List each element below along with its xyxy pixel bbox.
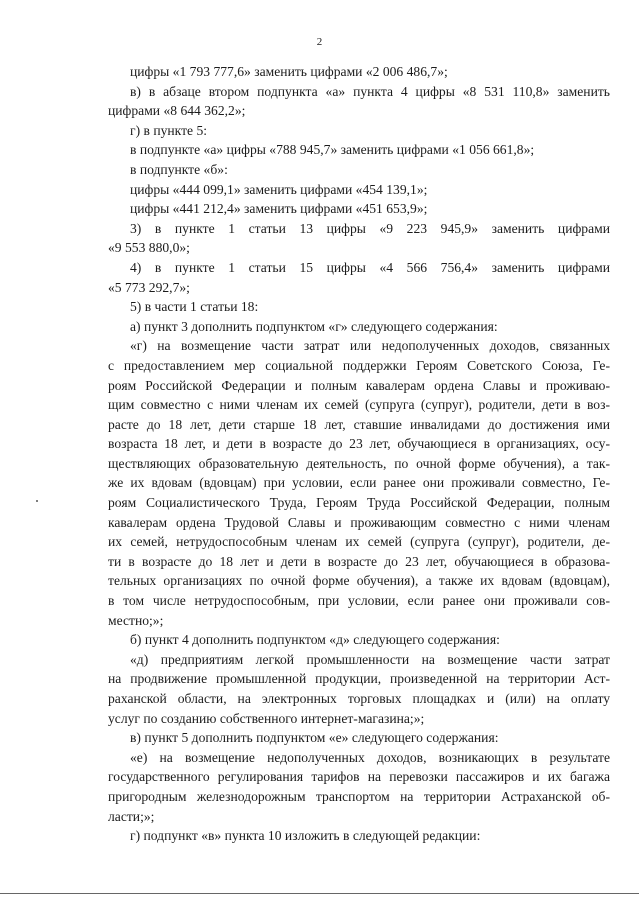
text-line: в) в абзаце втором подпункта «а» пункта 4 цифры «8 531 110,8» заменить (130, 83, 610, 99)
text-line: на продвижение промышленной продукции, произведенной на территории Аст- (108, 671, 610, 687)
text-line: в) пункт 5 дополнить подпунктом «е» следующего содержания: (130, 730, 499, 746)
text-line: б) пункт 4 дополнить подпунктом «д» следующего содержания: (130, 632, 500, 648)
text-line: а) пункт 3 дополнить подпунктом «г» следующего содержания: (130, 318, 498, 334)
text-line: цифрами «8 644 362,2»; (108, 103, 246, 119)
text-line: роям Российской Федерации и полным кавалерам ордена Славы и проживаю- (108, 377, 610, 393)
text-line: кавалерам ордена Трудовой Славы и проживающим совместно с ними членам (108, 514, 610, 530)
bottom-border-line (0, 893, 639, 894)
text-line: в подпункте «а» цифры «788 945,7» заменить цифрами «1 056 661,8»; (130, 142, 535, 158)
text-line: щим совместно с ними членам их семей (супруга (супруг), родители, дети в воз- (108, 397, 610, 413)
text-line: местно;»; (108, 612, 164, 628)
text-line: ласти;»; (108, 808, 155, 824)
text-line: раханской области, на электронных торговых площадках и (или) на оплату (108, 691, 610, 706)
page-number: 2 (316, 36, 323, 48)
text-line: услуг по созданию собственного интернет-магазина;»; (108, 710, 425, 726)
text-line: расте до 18 лет, дети старше 18 лет, ставшие инвалидами до достижения ими (108, 416, 610, 432)
text-line: «9 553 880,0»; (108, 240, 190, 256)
text-line: возраста 18 лет, и дети в возрасте до 23 лет, обучающиеся в организациях, осу- (108, 436, 610, 452)
text-line: «е) на возмещение недополученных доходов, возникающих в результате (130, 749, 610, 765)
scan-speck (36, 500, 38, 502)
text-line: ществляющих образовательную деятельность, по очной форме обучения), а так- (108, 455, 610, 471)
text-line: же их вдовам (вдовцам) при условии, если ранее они проживали совместно, Ге- (108, 475, 610, 491)
text-line: их семей, нетрудоспособным членам их семей (супруга (супруг), родители, де- (108, 534, 610, 550)
text-line: «5 773 292,7»; (108, 279, 190, 295)
text-line: государственного регулирования тарифов на перевозки пассажиров и их багажа (108, 769, 610, 785)
text-line: в подпункте «б»: (130, 161, 228, 177)
text-line: г) в пункте 5: (130, 122, 208, 138)
text-line: ти в возрасте до 18 лет и дети в возрасте до 23 лет, обучающиеся в образова- (108, 553, 610, 569)
text-line: 3) в пункте 1 статьи 13 цифры «9 223 945,9» заменить цифрами (130, 220, 610, 236)
text-line: в том числе нетрудоспособным, при условии, если ранее они проживали сов- (108, 593, 610, 609)
document-body (108, 62, 610, 846)
text-line: «г) на возмещение части затрат или недополученных доходов, связанных (130, 338, 610, 354)
text-line: цифры «1 793 777,6» заменить цифрами «2 006 486,7»; (130, 64, 448, 79)
text-line: пригородным железнодорожным транспортом на территории Астраханской об- (108, 788, 610, 804)
text-line: «д) предприятиям легкой промышленности на возмещение части затрат (130, 651, 610, 667)
text-line: 4) в пункте 1 статьи 15 цифры «4 566 756,4» заменить цифрами (130, 259, 610, 275)
text-line: цифры «441 212,4» заменить цифрами «451 653,9»; (130, 201, 428, 217)
text-line: с предоставлением мер социальной поддержки Героям Советского Союза, Ге- (108, 357, 610, 373)
text-line: г) подпункт «в» пункта 10 изложить в следующей редакции: (130, 828, 481, 844)
text-line: тельных организациях по очной форме обучения), а также их вдовам (вдовцам), (108, 573, 610, 589)
text-line: 5) в части 1 статьи 18: (130, 299, 259, 315)
text-line: цифры «444 099,1» заменить цифрами «454 139,1»; (130, 181, 428, 197)
text-line: роям Социалистического Труда, Героям Труда Российской Федерации, полным (108, 495, 610, 511)
